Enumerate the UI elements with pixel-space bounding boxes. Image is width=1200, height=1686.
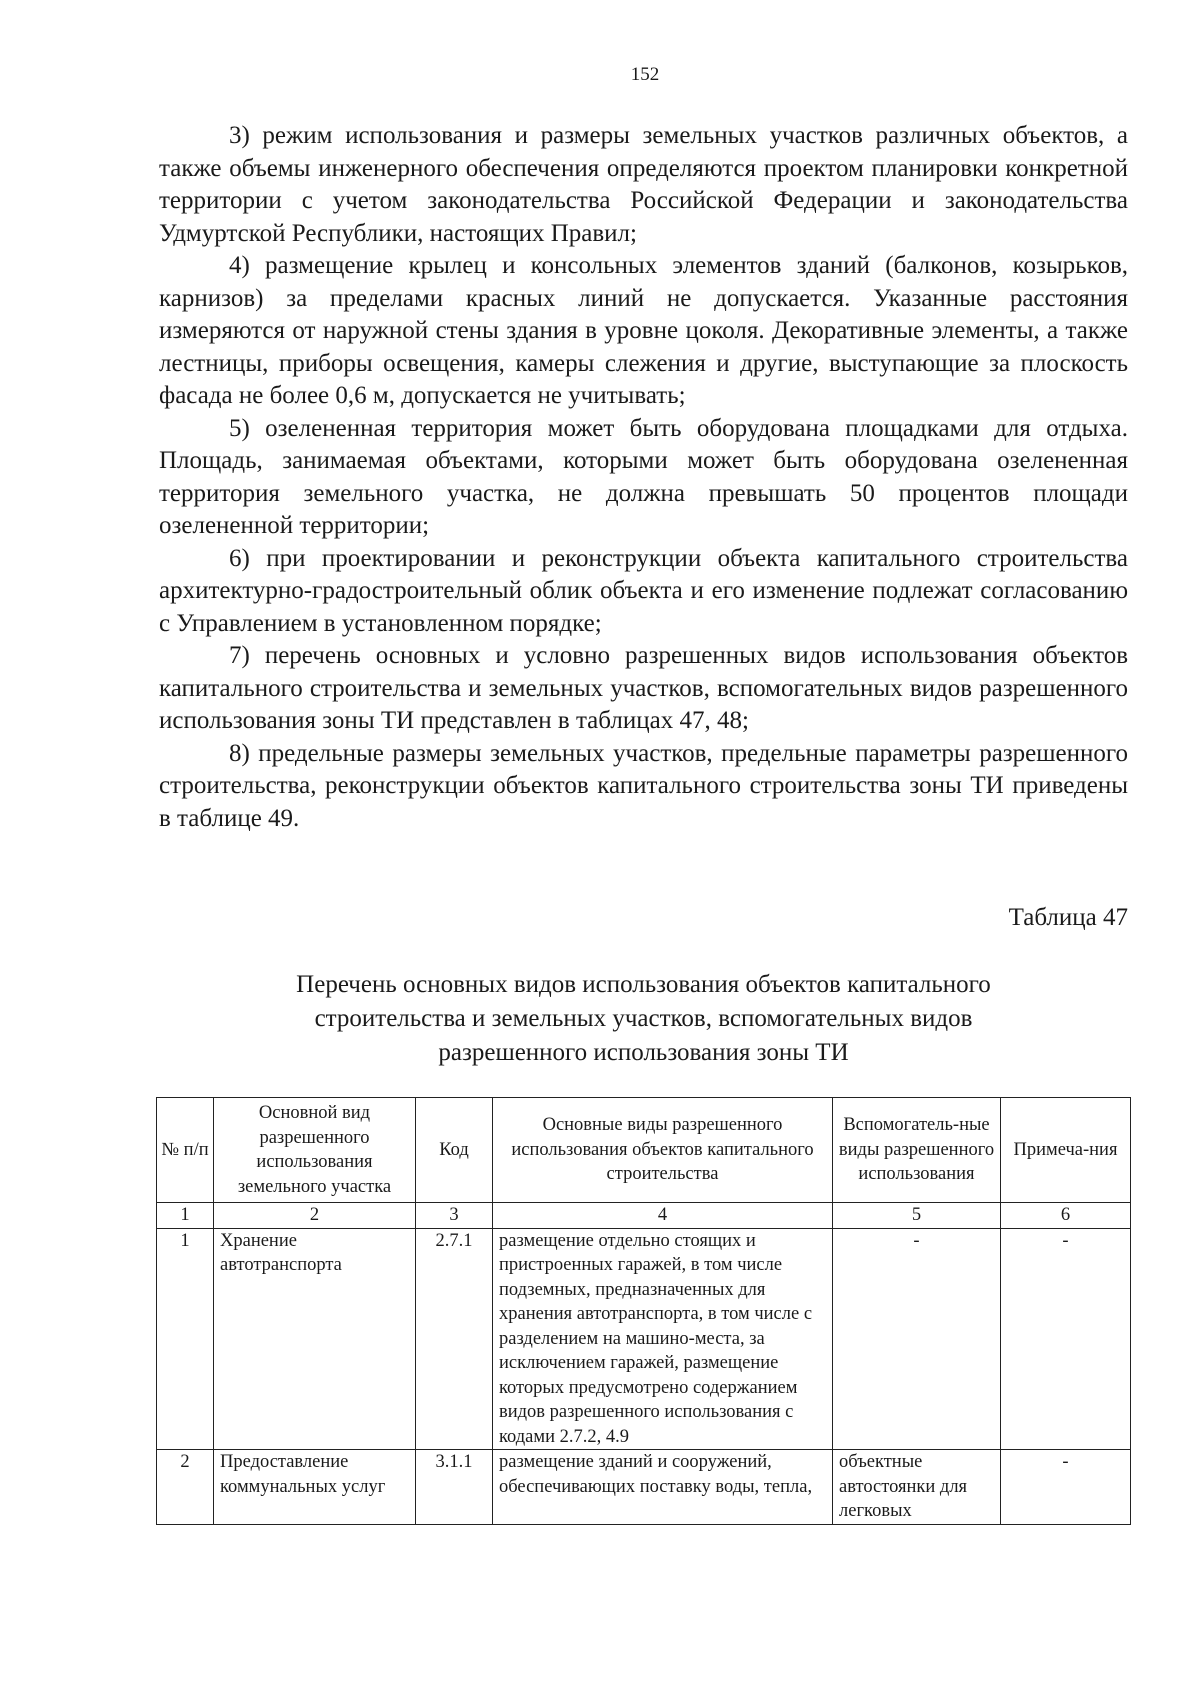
table-title-line: разрешенного использования зоны ТИ [438,1039,849,1066]
table-header-row [157,1098,1131,1203]
table-row [157,1450,1131,1525]
cell-number: 2 [157,1450,214,1525]
paragraph: 7) перечень основных и условно разрешенных видов использования объектов капитального строительства и земельных участков, вспомогательных видов разрешенного использования зоны ТИ представлен в таблицах 47, 48; [159,642,1128,734]
cell-auxiliary: объектные автостоянки для легковых [833,1450,1001,1525]
column-number: 3 [416,1203,493,1229]
column-number-row [157,1203,1131,1229]
header-number: № п/п [157,1098,214,1203]
paragraph: 3) режим использования и размеры земельных участков различных объектов, а также объемы инженерного обеспечения определяются проектом планировки конкретной территории с учетом законодательства Российской Федерации и законодательства Удмуртской Республики, настоящих Правил; [159,122,1128,247]
cell-code: 3.1.1 [416,1450,493,1525]
table-row [157,1228,1131,1450]
column-number: 5 [833,1203,1001,1229]
table-caption: Таблица 47 [1008,904,1128,931]
column-number: 2 [214,1203,416,1229]
paragraph: 6) при проектировании и реконструкции объекта капитального строительства архитектурно-градостроительный облик объекта и его изменение подлежат согласованию с Управлением в установленном порядке; [159,544,1128,637]
cell-number: 1 [157,1228,214,1450]
column-number: 4 [493,1203,833,1229]
page-number: 152 [630,64,660,85]
paragraph: 8) предельные размеры земельных участков, предельные параметры разрешенного строительства, реконструкции объектов капитального строительства зоны ТИ приведены в таблице 49. [159,739,1128,832]
cell-auxiliary: - [833,1228,1001,1450]
paragraph: 5) озелененная территория может быть оборудована площадками для отдыха. Площадь, занимаемая объектами, которыми может быть оборудована озелененная территория земельного участка, не должна превышать 50 процентов площади озелененной территории; [159,414,1128,539]
table-title-line: строительства и земельных участков, вспомогательных видов [314,1005,973,1032]
header-code: Код [416,1098,493,1203]
table-title [159,968,1128,1070]
table-title-line: Перечень основных видов использования объектов капитального [296,971,991,998]
cell-description: размещение зданий и сооружений, обеспечивающих поставку воды, тепла, [493,1450,833,1525]
header-notes: Примеча-ния [1001,1098,1131,1203]
cell-type: Хранение автотранспорта [214,1228,416,1450]
column-number: 6 [1001,1203,1131,1229]
cell-notes: - [1001,1450,1131,1525]
header-main-uses: Основные виды разрешенного использования объектов капитального строительства [493,1098,833,1203]
header-main-type: Основной вид разрешенного использования земельного участка [214,1098,416,1203]
cell-notes: - [1001,1228,1131,1450]
paragraph: 4) размещение крылец и консольных элементов зданий (балконов, козырьков, карнизов) за пределами красных линий не допускается. Указанные расстояния измеряются от наружной стены здания в уровне цоколя. Декоративные элементы, а также лестницы, приборы освещения, камеры слежения и другие, выступающие за плоскость фасада не более 0,6 м, допускается не учитывать; [159,252,1128,409]
header-auxiliary-uses: Вспомогатель-ные виды разрешенного использования [833,1098,1001,1203]
cell-code: 2.7.1 [416,1228,493,1450]
cell-type: Предоставление коммунальных услуг [214,1450,416,1525]
column-number: 1 [157,1203,214,1229]
body-text [159,120,1128,835]
land-use-table [156,1097,1131,1525]
cell-description: размещение отдельно стоящих и пристроенных гаражей, в том числе подземных, предназначенных для хранения автотранспорта, в том числе с разделением на машино-места, за исключением гаражей, размещение которых предусмотрено содержанием видов разрешенного использования с кодами 2.7.2, 4.9 [493,1228,833,1450]
